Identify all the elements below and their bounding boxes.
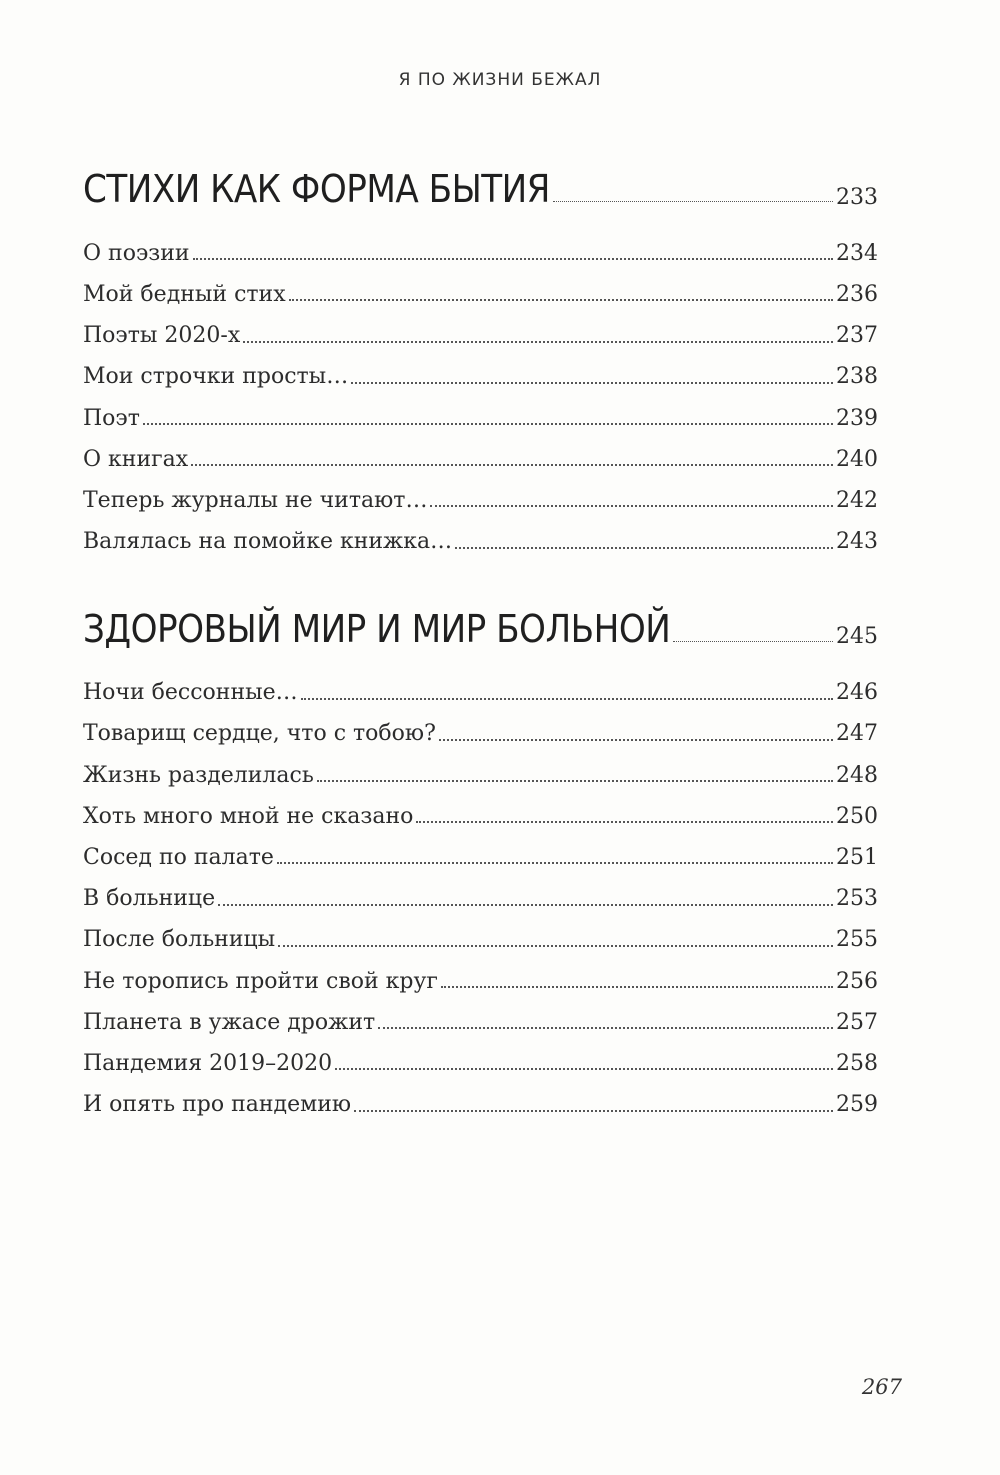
section-heading-row[interactable] bbox=[83, 150, 878, 212]
entry-title: И опять про пандемию bbox=[83, 1092, 352, 1118]
toc-entry[interactable] bbox=[83, 226, 878, 267]
dot-leader bbox=[354, 1110, 833, 1112]
entry-title: Поэт bbox=[83, 405, 140, 431]
entry-page-number: 236 bbox=[836, 281, 878, 307]
section-title: ЗДОРОВЫЙ МИР И МИР БОЛЬНОЙ bbox=[83, 606, 671, 651]
entry-page-number: 258 bbox=[836, 1050, 878, 1076]
entry-title: Поэты 2020-х bbox=[83, 323, 241, 349]
entry-title: Хоть много мной не сказано bbox=[83, 803, 414, 829]
section-title: СТИХИ КАК ФОРМА БЫТИЯ bbox=[83, 167, 550, 211]
dot-leader bbox=[441, 986, 833, 988]
toc-entry[interactable] bbox=[83, 391, 878, 432]
entry-page-number: 259 bbox=[836, 1092, 878, 1118]
dot-leader bbox=[351, 382, 833, 384]
dot-leader bbox=[243, 341, 833, 343]
dot-leader bbox=[278, 945, 833, 947]
toc-section bbox=[83, 590, 878, 1119]
entry-title: Сосед по палате bbox=[83, 845, 274, 871]
entry-title: Теперь журналы не читают… bbox=[83, 487, 428, 513]
entry-title: Не торопись пройти свой круг bbox=[83, 968, 438, 994]
section-page-number: 233 bbox=[836, 184, 878, 210]
entry-title: Жизнь разделилась bbox=[83, 762, 314, 788]
running-head: Я ПО ЖИЗНИ БЕЖАЛ bbox=[398, 70, 602, 90]
toc-entry[interactable] bbox=[83, 350, 878, 391]
toc-entry[interactable] bbox=[83, 308, 878, 349]
entry-title: Мои строчки просты… bbox=[83, 364, 349, 390]
dot-leader bbox=[416, 821, 833, 823]
dot-leader bbox=[553, 201, 833, 202]
entry-title: Планета в ужасе дрожит bbox=[83, 1009, 376, 1035]
entry-page-number: 256 bbox=[836, 968, 878, 994]
toc-entry[interactable] bbox=[83, 789, 878, 830]
entry-title: Мой бедный стих bbox=[83, 281, 286, 307]
toc-entry[interactable] bbox=[83, 514, 878, 555]
entry-title: О книгах bbox=[83, 446, 189, 472]
toc-entry[interactable] bbox=[83, 871, 878, 912]
entry-page-number: 243 bbox=[836, 529, 878, 555]
dot-leader bbox=[218, 904, 833, 906]
entry-page-number: 247 bbox=[836, 721, 878, 747]
toc-entry[interactable] bbox=[83, 473, 878, 514]
dot-leader bbox=[430, 505, 833, 507]
toc-entry[interactable] bbox=[83, 707, 878, 748]
entry-page-number: 248 bbox=[836, 762, 878, 788]
entry-page-number: 250 bbox=[836, 803, 878, 829]
dot-leader bbox=[317, 780, 833, 782]
dot-leader bbox=[191, 464, 833, 466]
toc-entry[interactable] bbox=[83, 1036, 878, 1077]
toc-entry[interactable] bbox=[83, 748, 878, 789]
entry-page-number: 251 bbox=[836, 845, 878, 871]
entry-page-number: 234 bbox=[836, 240, 878, 266]
dot-leader bbox=[455, 547, 833, 549]
entry-title: Ночи бессонные… bbox=[83, 680, 298, 706]
entry-page-number: 238 bbox=[836, 364, 878, 390]
section-heading-row[interactable] bbox=[83, 590, 878, 652]
dot-leader bbox=[143, 423, 833, 425]
entry-page-number: 246 bbox=[836, 680, 878, 706]
entry-page-number: 257 bbox=[836, 1009, 878, 1035]
dot-leader bbox=[277, 862, 833, 864]
page-number: 267 bbox=[861, 1375, 902, 1399]
entry-page-number: 242 bbox=[836, 487, 878, 513]
table-of-contents bbox=[83, 150, 878, 1153]
dot-leader bbox=[301, 698, 833, 700]
entry-title: Товарищ сердце, что с тобою? bbox=[83, 721, 436, 747]
entry-title: Валялась на помойке книжка… bbox=[83, 529, 453, 555]
toc-entry[interactable] bbox=[83, 913, 878, 954]
dot-leader bbox=[378, 1027, 833, 1029]
dot-leader bbox=[193, 258, 833, 260]
dot-leader bbox=[289, 299, 833, 301]
toc-section bbox=[83, 150, 878, 556]
dot-leader bbox=[335, 1068, 833, 1070]
entry-page-number: 240 bbox=[836, 446, 878, 472]
dot-leader bbox=[439, 739, 833, 741]
entry-title: В больнице bbox=[83, 886, 216, 912]
toc-entry[interactable] bbox=[83, 267, 878, 308]
toc-entry[interactable] bbox=[83, 995, 878, 1036]
section-page-number: 245 bbox=[836, 624, 878, 650]
entry-page-number: 255 bbox=[836, 927, 878, 953]
toc-entry[interactable] bbox=[83, 432, 878, 473]
entry-title: После больницы bbox=[83, 927, 276, 953]
entry-page-number: 239 bbox=[836, 405, 878, 431]
toc-entry[interactable] bbox=[83, 1077, 878, 1118]
toc-entry[interactable] bbox=[83, 954, 878, 995]
entry-page-number: 253 bbox=[836, 886, 878, 912]
entry-page-number: 237 bbox=[836, 323, 878, 349]
toc-entry[interactable] bbox=[83, 666, 878, 707]
entry-title: Пандемия 2019–2020 bbox=[83, 1050, 333, 1076]
entry-title: О поэзии bbox=[83, 240, 190, 266]
toc-entry[interactable] bbox=[83, 830, 878, 871]
dot-leader bbox=[673, 641, 833, 642]
